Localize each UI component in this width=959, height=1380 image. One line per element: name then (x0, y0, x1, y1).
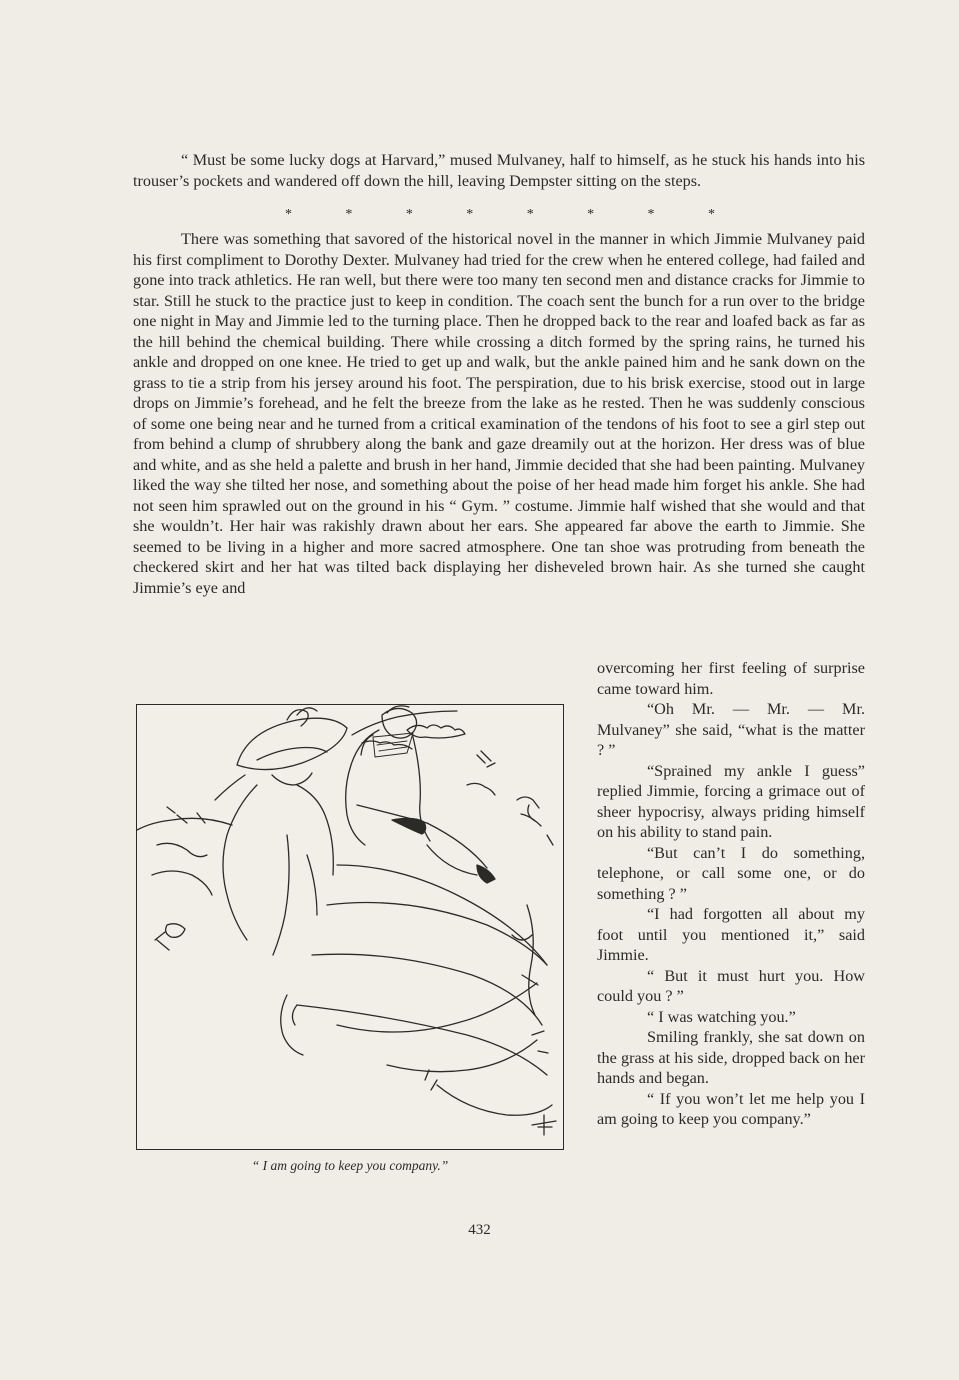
asterisk: * (466, 207, 474, 222)
side-paragraph: overcoming her first feeling of surprise came toward him. (597, 659, 865, 698)
opening-paragraph (133, 150, 865, 191)
asterisk: * (405, 207, 413, 222)
opening-paragraph-text: “ Must be some lucky dogs at Harvard,” mused Mulvaney, half to himself, as he stuck his hands into his trouser’s pockets and wandered off down the hill, leaving Dempster sitting on the steps. (133, 151, 865, 190)
side-paragraph: “ I was watching you.” (647, 1007, 796, 1026)
side-paragraph: Smiling frankly, she sat down on the grass at his side, dropped back on her hands and began. (597, 1028, 865, 1087)
section-break (285, 207, 715, 223)
asterisk: * (526, 207, 534, 222)
asterisk: * (587, 207, 595, 222)
side-paragraph: “I had forgotten all about my foot until you mentioned it,” said Jimmie. (597, 905, 865, 964)
asterisk: * (707, 207, 715, 222)
side-paragraph: “Sprained my ankle I guess” replied Jimmie, forcing a grimace out of sheer hypocrisy, always priding himself on his ability to stand pain. (597, 761, 865, 841)
side-paragraph: “ If you won’t let me help you I am going to keep you company.” (597, 1089, 865, 1128)
side-paragraph: “But can’t I do something, telephone, or call some one, or do something ? ” (597, 843, 865, 903)
main-paragraph-text: There was something that savored of the historical novel in the manner in which Jimmie Mulvaney paid his first compliment to Dorothy Dexter. Mulvaney had tried for the crew when he entered college, had failed and gone into track athletics. He ran well, but there were too many ten second men and distance cracks for Jimmie to star. Still he stuck to the practice just to keep in condition. The coach sent the bunch for a run over to the bridge one night in May and Jimmie led to the turning place. Then he dropped back to the rear and loafed back as far as the hill behind the chemical building. There while crossing a ditch formed by the spring rains, he turned his ankle and dropped on one knee. He tried to get up and walk, but the ankle pained him and he sank down on the grass to tie a strip from his jersey around his foot. The perspiration, due to his brisk exercise, stood out in large drops on Jimmie’s forehead, and he felt the breeze from the lake as he rested. Then he was suddenly conscious of some one being near and he turned from a critical examination of the tendons of his foot to see a girl step out from behind a clump of shrubbery along the bank and gaze dreamily out at the horizon. Her dress was of blue and white, and as she held a palette and brush in her hand, Jimmie decided that she had been painting. Mulvaney liked the way she tilted her nose, and something about the poise of her head made him forget his ankle. She had not seen him sprawled out on the ground in his “ Gym. ” costume. Jimmie half wished that she would and that she wouldn’t. Her hair was rakishly drawn about her ears. She appeared far above the earth to Jimmie. She seemed to be living in a higher and more sacred atmosphere. One tan shoe was protruding from beneath the checkered skirt and her hat was tilted back displaying her disheveled brown hair. As she turned she caught Jimmie’s eye and (133, 230, 865, 597)
illustration-caption: “ I am going to keep you company.” (251, 1158, 449, 1173)
side-paragraph: “Oh Mr. — Mr. — Mr. Mulvaney” she said, “what is the matter ? ” (597, 700, 865, 759)
pen-sketch-illustration-icon (137, 705, 563, 1149)
asterisk: * (345, 207, 353, 222)
asterisk: * (647, 207, 655, 222)
illustration-frame (136, 704, 564, 1150)
page-number: 432 (468, 1222, 491, 1238)
main-paragraph (133, 229, 865, 598)
side-column (597, 658, 865, 1130)
asterisk: * (285, 207, 292, 222)
side-paragraph: “ But it must hurt you. How could you ? ” (597, 966, 865, 1005)
